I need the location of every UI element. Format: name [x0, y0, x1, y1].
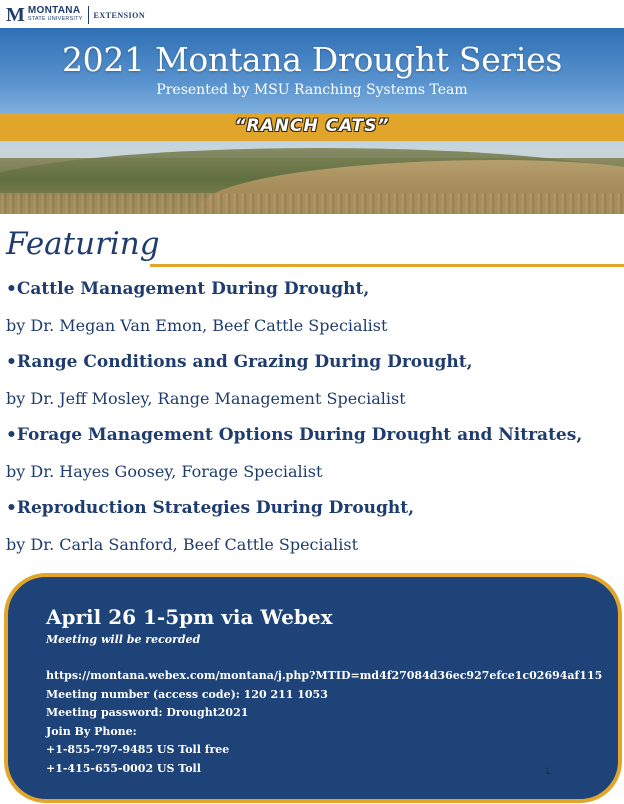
featured-item-title: •Cattle Management During Drought,: [6, 279, 370, 299]
featuring-heading: Featuring: [6, 226, 160, 262]
grass-layer: [0, 193, 624, 214]
banner-title: 2021 Montana Drought Series: [61, 40, 563, 79]
phone-tollfree: +1-855-797-9485 US Toll free: [46, 743, 230, 756]
meeting-details: [46, 667, 602, 778]
banner-subtitle: Presented by MSU Ranching Systems Team: [156, 82, 468, 98]
meeting-password: Meeting password: Drought2021: [46, 706, 249, 719]
featured-item: [6, 493, 618, 566]
logo-divider: [88, 6, 89, 24]
meeting-url-link[interactable]: https://montana.webex.com/montana/j.php?MTID=md4f27084d36ec927efce1c02694af115: [46, 669, 603, 682]
featured-item-title: •Forage Management Options During Drought and Nitrates,: [6, 425, 583, 445]
phone-toll: +1-415-655-0002 US Toll: [46, 761, 201, 775]
featured-item-speaker: by Dr. Hayes Goosey, Forage Specialist: [6, 462, 323, 481]
featuring-underline: [150, 264, 624, 267]
stray-mark: L: [546, 766, 552, 776]
phone-heading: Join By Phone:: [46, 724, 137, 738]
meeting-info-box: [4, 573, 622, 803]
featured-item: [6, 274, 618, 347]
featured-item: [6, 420, 618, 493]
meeting-number: Meeting number (access code): 120 211 1053: [46, 687, 328, 701]
logo-line2: STATE UNIVERSITY: [27, 16, 83, 22]
featured-item-title: •Range Conditions and Grazing During Drought,: [6, 352, 473, 372]
featured-item-speaker: by Dr. Megan Van Emon, Beef Cattle Specialist: [6, 316, 388, 335]
meeting-recorded-note: Meeting will be recorded: [46, 633, 201, 646]
featured-item-title: •Reproduction Strategies During Drought,: [6, 498, 415, 518]
featured-item-speaker: by Dr. Carla Sanford, Beef Cattle Specialist: [6, 535, 359, 554]
logo-wordmark: [28, 6, 83, 24]
logo-extension: EXTENSION: [93, 10, 146, 20]
featured-item-speaker: by Dr. Jeff Mosley, Range Management Specialist: [6, 389, 406, 408]
msu-m-logo-icon: M: [6, 4, 25, 26]
meeting-headline: April 26 1-5pm via Webex: [46, 605, 333, 629]
featured-item: [6, 347, 618, 420]
featured-list: [6, 274, 618, 566]
logo-line1: MONTANA: [27, 5, 81, 16]
banner-tagline: “RANCH CATS”: [234, 116, 390, 136]
msu-extension-logo: [6, 4, 145, 26]
